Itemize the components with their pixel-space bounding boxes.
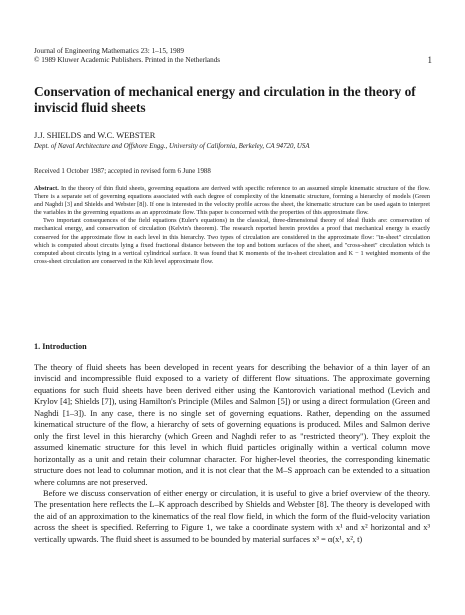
journal-header (34, 47, 432, 65)
abstract-paragraph-1 (34, 185, 430, 217)
body-paragraph-1: The theory of fluid sheets has been developed in recent years for describing the behavior of a thin layer of an inviscid and incompressible fluid exposed to a variety of different flow situations. The approximate governing equations for such fluid sheets have been derived either using the Kantorovich variational method (Levich and Krylov [4]; Shields [7]), using Hamilton's Principle (Miles and Salmon [5]) or using a direct formulation (Green and Naghdi [1–3]). In any case, there is no single set of governing equations. Rather, depending on the assumed kinematical structure of the flow, a hierarchy of sets of governing equations is produced. Miles and Salmon derive only the first level in this hierarchy (which Green and Naghdi refer to as "restricted theory"). They exploit the assumed kinematic structure for this level in which fluid particles originally within a vertical column move horizontally as a unit and retain their columnar character. For higher-level theories, the corresponding kinematic structure does not lead to columnar motion, and it is not clear that the M–S approach can be extended to a situation where columns are not preserved. (34, 362, 430, 487)
section-heading: 1. Introduction (34, 342, 87, 351)
body-paragraph-2: Before we discuss conservation of either energy or circulation, it is useful to give a brief overview of the theory. The presentation here reflects the L–K approach described by Shields and Webster [8]. The theory is developed with the aid of an approximation to the kinematics of the real flow field, in which the form of the fluid-velocity variation across the sheet is specified. Referring to Figure 1, we take a coordinate system with x¹ and x² horizontal and x³ vertically upwards. The fluid sheet is assumed to be bounded by material surfaces x³ = α(x¹, x², t) (34, 487, 430, 544)
author-list: J.J. SHIELDS and W.C. WEBSTER (34, 131, 156, 140)
paper-title: Conservation of mechanical energy and circulation in the theory of inviscid fluid sheets (34, 84, 416, 115)
journal-citation: Journal of Engineering Mathematics 23: 1–15, 1989 (34, 47, 184, 55)
copyright-line: © 1989 Kluwer Academic Publishers. Printed in the Netherlands (34, 56, 221, 64)
introduction-body (34, 362, 430, 545)
author-affiliation: Dept. of Naval Architecture and Offshore Engg., University of California, Berkeley, CA 94720, USA (34, 143, 310, 150)
received-dates: Received 1 October 1987; accepted in revised form 6 June 1988 (34, 168, 211, 175)
abstract (34, 185, 430, 266)
page-number: 1 (427, 55, 432, 65)
abstract-label: Abstract. (34, 185, 59, 192)
abstract-text-1: In the theory of thin fluid sheets, governing equations are derived with specific reference to an assumed simple kinematic structure of the flow. There is a separate set of governing equations associated with each degree of complexity of the kinematic structure, forming a hierarchy of models (Green and Naghdi [3] and Shields and Webster [8]). If one is interested in the velocity profile across the sheet, the kinematic structure can be used again to interpret the variables in the governing equations as an approximate flow. This paper is concerned with the properties of this approximate flow. (34, 185, 430, 217)
abstract-paragraph-2: Two important consequences of the field equations (Euler's equations) in the classical, three-dimensional theory of ideal fluids are: conservation of mechanical energy, and conservation of circulation (Kelvin's theorem). The research reported herein provides a proof that mechanical energy is exactly conserved for the approximate flow in each level in this hierarchy. Two types of circulation are considered in the approximate flow: "in-sheet" circulation which is computed about circuits lying a fixed fractional distance between the top and bottom surfaces of the sheet, and "cross-sheet" circulation which is computed about circuits lying in a vertical cylindrical surface. It was found that K moments of the in-sheet circulation and K − 1 weighted moments of the cross-sheet circulation are conserved in the Kth level approximate flow. (34, 217, 430, 265)
